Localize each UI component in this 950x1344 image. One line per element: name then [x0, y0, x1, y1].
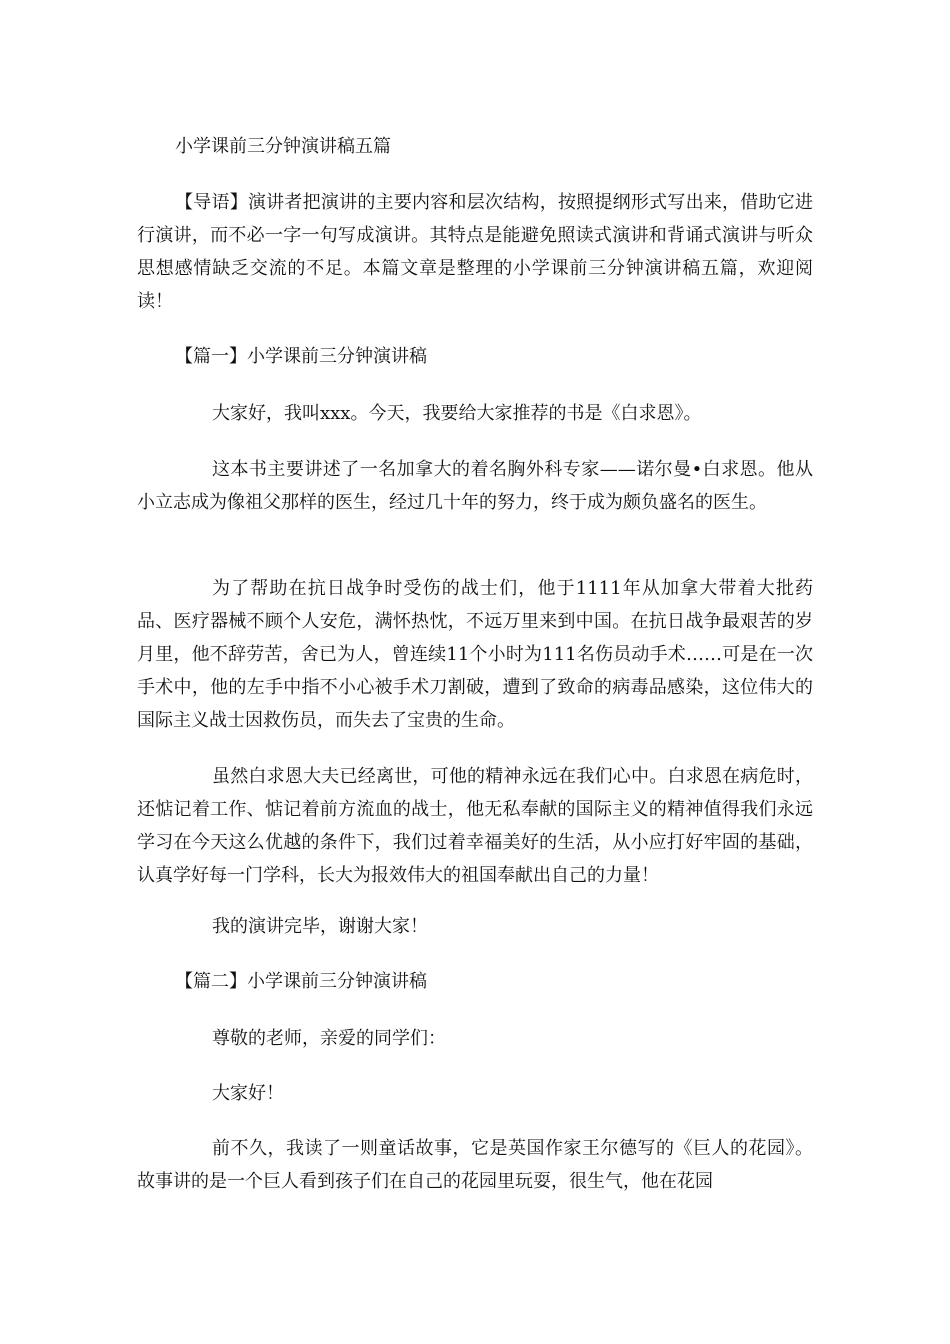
section1-paragraph-3: 为了帮助在抗日战争时受伤的战士们，他于1111年从加拿大带着大批药品、医疗器械不顾个人安危，满怀热忱，不远万里来到中国。在抗日战争最艰苦的岁月里，他不辞劳苦，舍已为人，曾连续11个小时为111名伤员动手术……可是在一次手术中，他的左手中指不小心被手术刀割破，遭到了致命的病毒品感染，这位伟大的国际主义战士因救伤员，而失去了宝贵的生命。: [137, 578, 813, 731]
section1-paragraph-5: 我的演讲完毕，谢谢大家！: [212, 916, 428, 937]
section1-paragraph-2: 这本书主要讲述了一名加拿大的着名胸外科专家——诺尔曼•白求恩。他从小立志成为像祖父那样的医生，经过几十年的努力，终于成为颇负盛名的医生。: [137, 459, 813, 513]
document-title: 小学课前三分钟演讲稿五篇: [175, 136, 391, 157]
section2-paragraph-2: 大家好！: [212, 1083, 284, 1104]
section1-paragraph-4: 虽然白求恩大夫已经离世，可他的精神永远在我们心中。白求恩在病危时，还惦记着工作、惦记着前方流血的战士，他无私奉献的国际主义的精神值得我们永远学习在今天这么优越的条件下，我们过着幸福美好的生活，从小应打好牢固的基础，认真学好每一门学科，长大为报效伟大的祖国奉献出自己的力量！: [137, 766, 813, 886]
section2-heading: 【篇二】小学课前三分钟演讲稿: [175, 971, 427, 992]
section1-heading: 【篇一】小学课前三分钟演讲稿: [175, 346, 427, 367]
section2-paragraph-3: 前不久，我读了一则童话故事，它是英国作家王尔德写的《巨人的花园》。故事讲的是一个巨人看到孩子们在自己的花园里玩耍，很生气，他在花园: [137, 1138, 813, 1192]
intro-paragraph: 【导语】演讲者把演讲的主要内容和层次结构，按照提纲形式写出来，借助它进行演讲，而不必一字一句写成演讲。其特点是能避免照读式演讲和背诵式演讲与听众思想感情缺乏交流的不足。本篇文章是整理的小学课前三分钟演讲稿五篇，欢迎阅读！: [137, 192, 813, 312]
section2-paragraph-1: 尊敬的老师，亲爱的同学们：: [212, 1028, 446, 1049]
section1-paragraph-1: 大家好，我叫xxx。今天，我要给大家推荐的书是《白求恩》。: [212, 403, 702, 424]
